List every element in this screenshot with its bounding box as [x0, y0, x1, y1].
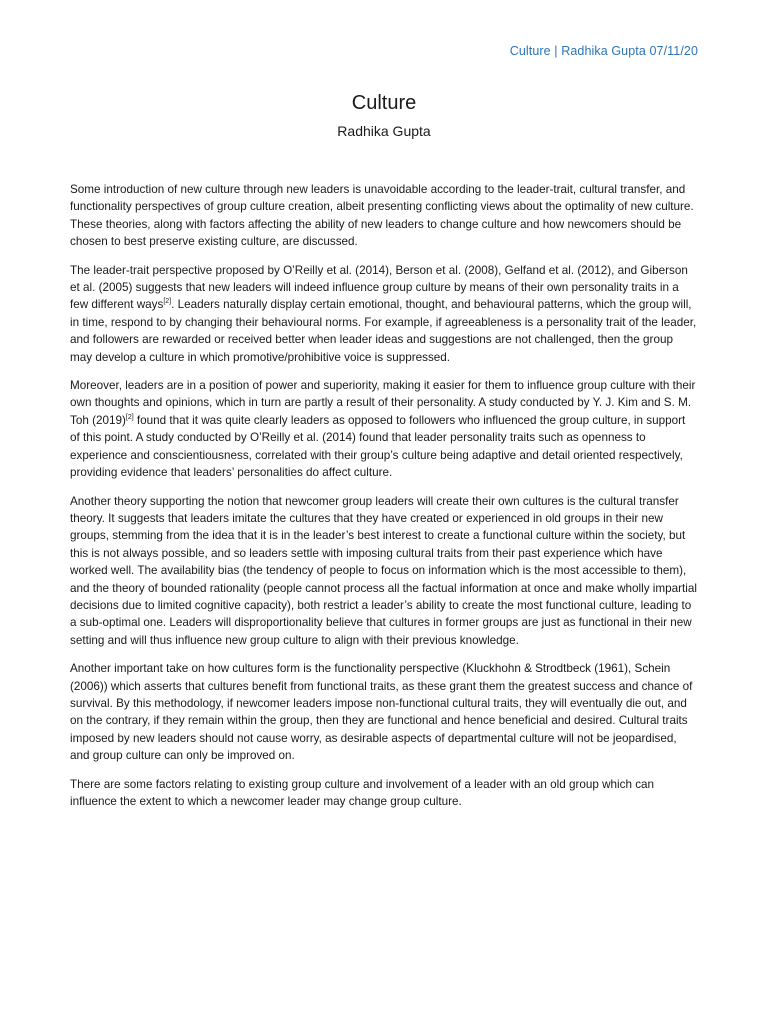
paragraph-leader-trait: [70, 262, 698, 366]
citation-reference: [2]: [163, 298, 172, 306]
document-body: [70, 181, 698, 821]
paragraph-factors: [70, 776, 698, 811]
paragraph-text: Another important take on how cultures form is the functionality perspective (Kluckhohn & Strodtbeck (1961), Schein (2006)) which asserts that cultures benefit from functional traits, as these grant them the greatest success and chance of survival. By this methodology, if newcomer leaders impose non-functional cultural traits, they will eventually die out, and on the contrary, if they remain within the group, then they are functional and hence beneficial and desired. Cultural traits imposed by new leaders should not cause worry, as desirable aspects of departmental culture will not be jeopardised, and group culture can only be improved on.: [70, 662, 693, 763]
running-header: Culture | Radhika Gupta 07/11/20: [509, 44, 698, 58]
paragraph-text: . Leaders naturally display certain emotional, thought, and behavioural patterns, which the group will, in time, respond to by changing their behavioural norms. For example, if agreeableness is a personality trait of the leader, and followers are rewarded or received better when leader ideas and suggestions are not challenged, then the group may develop a culture in which promotive/prohibitive voice is suppressed.: [70, 298, 697, 364]
document-title: Culture: [351, 92, 417, 114]
paragraph-text: Some introduction of new culture through new leaders is unavoidable according to the leader-trait, cultural transfer, and functionality perspectives of group culture creation, albeit presenting conflicting views about the optimality of new culture. These theories, along with factors affecting the ability of new leaders to change culture and how newcomers should be chosen to best preserve existing culture, are discussed.: [70, 183, 694, 249]
paragraph-functionality: [70, 660, 698, 764]
document-author: Radhika Gupta: [337, 123, 431, 139]
paragraph-text: There are some factors relating to existing group culture and involvement of a leader with an old group which can influence the extent to which a newcomer leader may change group culture.: [70, 777, 655, 808]
citation-reference: [2]: [125, 413, 134, 421]
paragraph-power-superiority: [70, 377, 698, 481]
paragraph-text: The leader-trait perspective proposed by O’Reilly et al. (2014), Berson et al. (2008), Gelfand et al. (2012), and Giberson et al. (2005) suggests that new leaders will indeed influence group culture by means of their own personality traits in a few different ways: [70, 263, 688, 312]
paragraph-text: Moreover, leaders are in a position of power and superiority, making it easier for them to influence group culture with their own thoughts and opinions, which in turn are partly a result of their personality. A study conducted by Y. J. Kim and S. M. Toh (2019): [70, 379, 696, 427]
paragraph-introduction: [70, 181, 698, 251]
paragraph-text: found that it was quite clearly leaders as opposed to followers who influenced the group culture, in support of this point. A study conducted by O’Reilly et al. (2014) found that leader personality traits such as openness to experience and conscientiousness, correlated with their group’s culture being adaptive and detail oriented respectively, providing evidence that leaders’ personalities do affect culture.: [70, 413, 686, 480]
paragraph-text: Another theory supporting the notion that newcomer group leaders will create their own cultures is the cultural transfer theory. It suggests that leaders imitate the cultures that they have created or experienced in old groups in their new groups, stemming from the idea that it is in the leader’s best interest to create a functional culture within the society, but this is not always possible, and so leaders settle with imposing cultural traits from their past experience which have worked well. The availability bias (the tendency of people to focus on information which is the most accessible to them), and the theory of bounded rationality (people cannot process all the factual information at once and make wholly impartial decisions due to limited cognitive capacity), both restrict a leader’s ability to create the most functional culture, leading to a sub-optimal one. Leaders will disproportionality believe that cultures in former groups are just as functional in their new setting and will thus influence new group culture to align with their previous knowledge.: [70, 494, 697, 647]
paragraph-cultural-transfer: [70, 493, 698, 650]
